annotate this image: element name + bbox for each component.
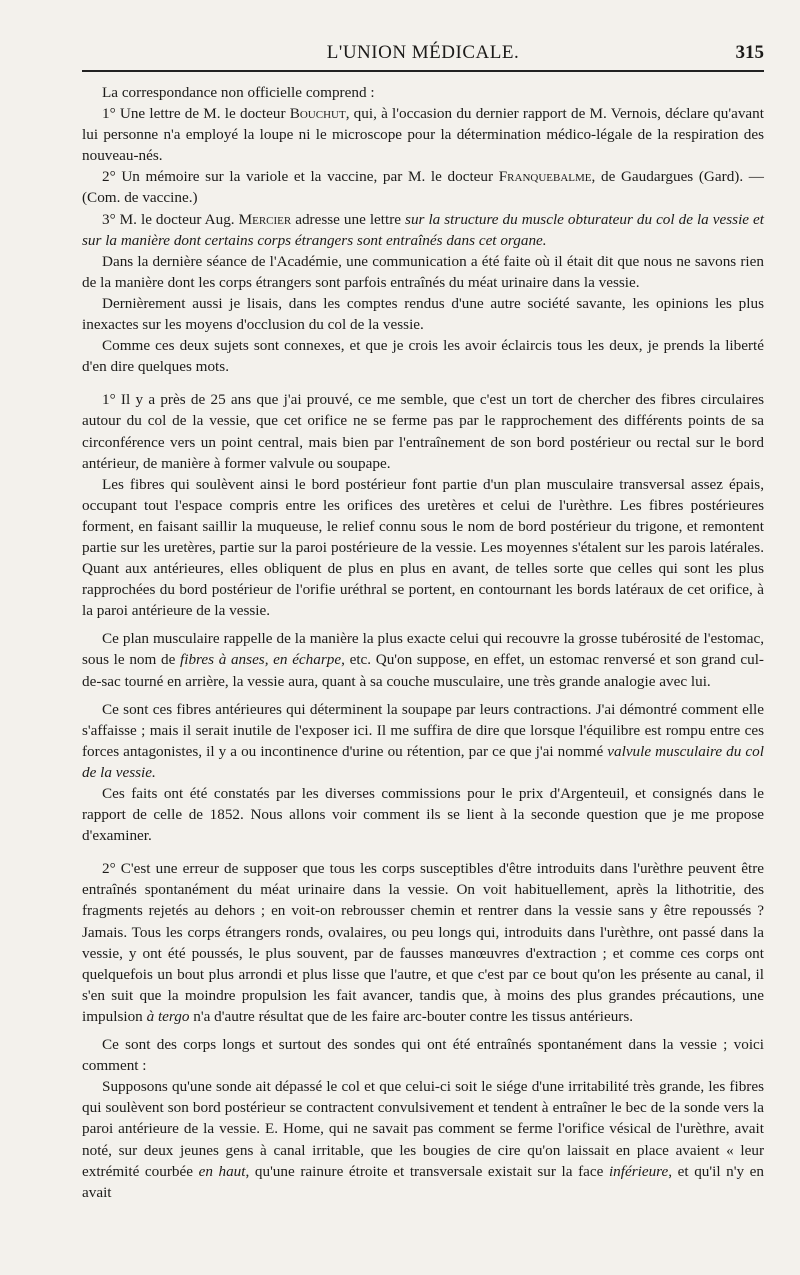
paragraph-1: La correspondance non officielle comprend : [102,84,375,101]
paragraph-13: 2° C'est une erreur de supposer que tous les corps susceptibles d'être introduits dans l'urèthre peuvent être entraînés spontanément du méat urinaire dans la vessie. On voit habituellement, après la lithotritie, des fragments rejetés au dehors ; en voit-on rebrousser chemin et rentrer dans la vessie sans y être repoussés ? Jamais. Tous les corps étrangers ronds, ovalaires, ou peu longs qui, introduits dans l'urèthre, ont passé dans la vessie, y ont été poussés, le plus souvent, par de fausses manœuvres d'extraction ; et comme ces corps ont quelquefois un bout plus arrondi et plus lisse que l'autre, et que c'est par ce bout qu'on les présente au canal, il s'en suit que la moindre propulsion les fait avancer, tandis que, à moins des plus grandes précautions, une impulsion à tergo n'a d'autre résultat que de les faire arc-bouter contre les tissus antérieurs. [82,860,764,1025]
header-rule [82,70,764,72]
body-text [82,82,764,1203]
paragraph-5: Dans la dernière séance de l'Académie, une communication a été faite où il était dit que nous ne savons rien de la manière dont les corps étrangers sont parfois entraînés du méat urinaire dans la vessie. [82,252,764,291]
paragraph-14: Ce sont des corps longs et surtout des sondes qui ont été entraînés spontanément dans la vessie ; voici comment : [82,1036,764,1075]
page-header [82,40,764,70]
running-title: L'UNION MÉDICALE. [326,42,520,63]
paragraph-12: Ces faits ont été constatés par les diverses commissions pour le prix d'Argenteuil, et consignés dans le rapport de celle de 1852. Nous allons voir comment ils se lient à la seconde question que je me propose d'examiner. [82,785,764,845]
paragraph-3: 2° Un mémoire sur la variole et la vaccine, par M. le docteur Franquebalme, de Gaudargues (Gard). — (Com. de vaccine.) [82,168,764,207]
page-number: 315 [735,42,764,63]
paragraph-10: Ce plan musculaire rappelle de la manière la plus exacte celui qui recouvre la grosse tubérosité de l'estomac, sous le nom de fibres à anses, en écharpe, etc. Qu'on suppose, en effet, un estomac renversé et son grand cul-de-sac tourné en arrière, la vessie aura, quant à sa couche musculaire, une très grande analogie avec lui. [82,630,764,690]
paragraph-9: Les fibres qui soulèvent ainsi le bord postérieur font partie d'un plan musculaire transversal assez épais, occupant tout l'espace compris entre les orifices des uretères et celui de l'urèthre. Les fibres postérieures forment, en faisant saillir la muqueuse, le relief connu sous le nom de bord postérieur du trigone, et remontent partie sur les uretères, partie sur la paroi postérieure de la vessie. Les moyennes s'étalent sur les parois latérales. Quant aux antérieures, elles obliquent de plus en plus en avant, de telles sorte que celles qui sont les plus rapprochées du bord postérieur de l'orifie uréthral se portent, en contournant les bords latéraux de cet orifice, à la paroi antérieure de la vessie. [82,475,764,620]
paragraph-15: Supposons qu'une sonde ait dépassé le col et que celui-ci soit le siége d'une irritabilité très grande, les fibres qui soulèvent son bord postérieur se contractent convulsivement et tendent à entraîner le bec de la sonde vers la paroi antérieure de la vessie. E. Home, qui ne savait pas comment se ferme l'orifice vésical de l'urèthre, avait noté, sur deux jeunes gens à canal irritable, que les bougies de cire qu'on laissait en place avaient « leur extrémité courbée en haut, qu'une rainure étroite et transversale existait sur la face inférieure, et qu'il n'y en avait [82,1078,764,1201]
paragraph-8: 1° Il y a près de 25 ans que j'ai prouvé, ce me semble, que c'est un tort de chercher des fibres circulaires autour du col de la vessie, que cet orifice ne se ferme pas par le rapprochement des différents points de sa circonférence vers un point central, mais bien par l'entraînement de son bord postérieur ou rectal sur le bord antérieur, de manière à former valvule ou soupape. [82,391,764,472]
paragraph-7: Comme ces deux sujets sont connexes, et que je crois les avoir éclaircis tous les deux, je prends la liberté d'en dire quelques mots. [82,337,764,376]
paragraph-4: 3° M. le docteur Aug. Mercier adresse une lettre sur la structure du muscle obturateur du col de la vessie et sur la manière dont certains corps étrangers sont entraînés dans cet organe. [82,210,764,249]
paragraph-2: 1° Une lettre de M. le docteur Bouchut, qui, à l'occasion du dernier rapport de M. Vernois, déclare qu'avant lui personne n'a employé la loupe ni le microscope pour la détermination médico-légale de la respiration des nouveau-nés. [82,105,764,165]
paragraph-6: Dernièrement aussi je lisais, dans les comptes rendus d'une autre société savante, les opinions les plus inexactes sur les moyens d'occlusion du col de la vessie. [82,294,764,334]
paragraph-11: Ce sont ces fibres antérieures qui déterminent la soupape par leurs contractions. J'ai démontré comment elle s'affaisse ; mais il serait inutile de l'exposer ici. Il me suffira de dire que lorsque l'équilibre est rompu entre ces forces antagonistes, il y a ou incontinence d'urine ou rétention, par ce que j'ai nommé valvule musculaire du col de la vessie. [82,700,764,781]
